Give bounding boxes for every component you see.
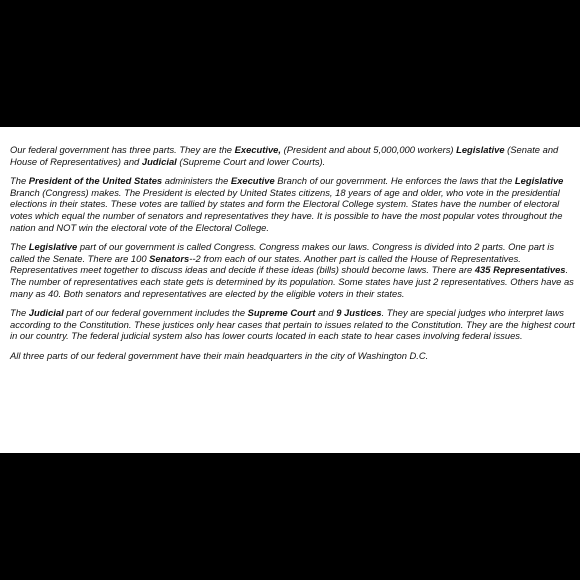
bold-term: Supreme Court <box>247 307 316 319</box>
bold-term: Senators <box>149 252 190 264</box>
paragraph-judicial <box>10 307 576 342</box>
paragraph-headquarters <box>10 350 576 362</box>
text-segment: Branch of our government. He enforces the laws that the <box>274 175 515 187</box>
text-segment: part of our federal government includes the <box>63 307 248 319</box>
document-page <box>0 127 580 453</box>
text-segment: All three parts of our federal government have their main headquarters in the city of Washington D.C. <box>10 349 429 361</box>
text-segment: Branch (Congress) makes. The President is elected by United States citizens, 18 years of age and older, who vote in the presidential elections in their states. These votes are tallied by states and form the Electoral College system. States have the number of electoral votes which equal the number of senators and representatives they have. It is possible to have the most popular votes throughout the nation and NOT win the electoral vote of the Electoral College. <box>10 186 563 233</box>
bold-term: Executive, <box>234 144 281 155</box>
text-segment: . They are special judges who interpret laws according to the Constitution. These justices only hear cases that pertain to issues related to the Constitution. They are the highest court in our country. The federal judicial system also has lower courts located in each state to hear cases involving federal issues. <box>10 307 575 342</box>
text-segment: The <box>10 175 29 187</box>
paragraph-three-parts <box>10 144 576 167</box>
bold-term: Legislative <box>28 241 78 253</box>
text-segment: The <box>10 307 29 319</box>
text-segment: The <box>10 241 29 253</box>
bold-term: 435 Representatives <box>474 264 566 276</box>
text-segment: part of our government is called Congress. Congress makes our laws. Congress is divided into 2 parts. One part is called the Senate. There are 100 <box>10 241 555 264</box>
bold-term: Judicial <box>141 155 177 167</box>
text-segment: administers the <box>162 175 231 187</box>
bold-term: President of the United States <box>28 175 163 187</box>
bold-term: Executive <box>230 175 275 187</box>
paragraph-executive <box>10 175 576 233</box>
bold-term: Legislative <box>514 175 564 187</box>
text-segment: (Supreme Court and lower Courts). <box>176 155 326 167</box>
text-segment: and <box>315 307 337 319</box>
bold-term: 9 Justices <box>336 307 382 319</box>
paragraph-legislative <box>10 241 576 299</box>
text-segment: . The number of representatives each state gets is determined by its population. Some states have just 2 representatives. Others have as many as 40. Both senators and representatives are elected by the eligible voters in their states. <box>10 264 574 299</box>
bold-term: Legislative <box>456 144 505 155</box>
bold-term: Judicial <box>28 307 64 319</box>
text-segment: Our federal government has three parts. They are the <box>10 144 235 155</box>
text-segment: (President and about 5,000,000 workers) <box>281 144 457 155</box>
text-segment: --2 from each of our states. Another part is called the House of Representatives. Representatives meet together to discuss ideas and decide if these ideas (bills) should become laws. There are <box>10 252 521 276</box>
text-segment: (Senate and House of Representatives) and <box>10 144 559 167</box>
